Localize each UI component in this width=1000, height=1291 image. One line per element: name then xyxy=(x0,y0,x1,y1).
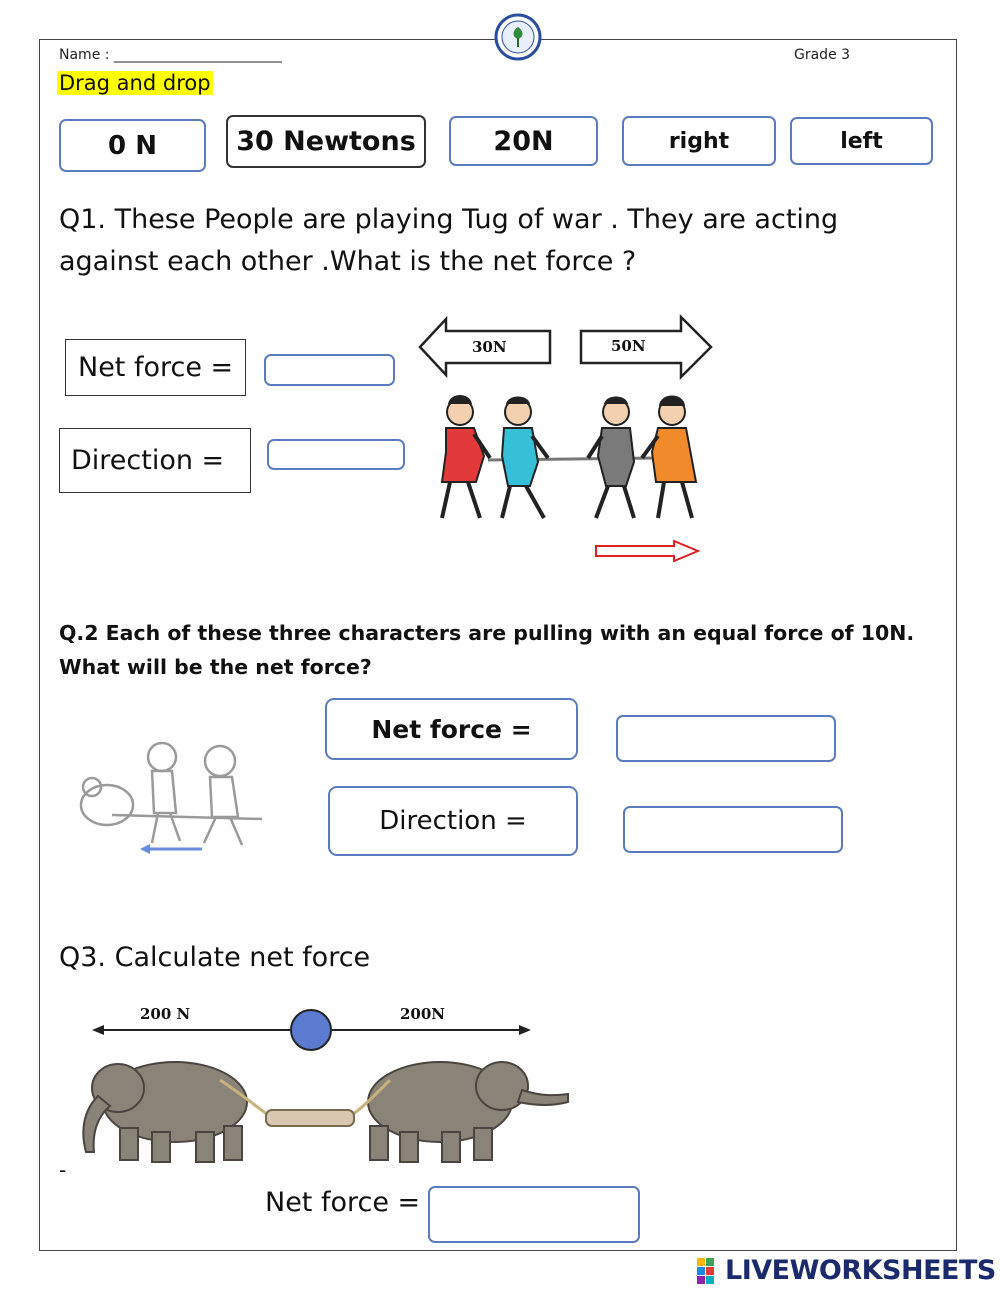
q2-net-force-label: Net force = xyxy=(325,698,578,760)
q2-direction-dropzone[interactable] xyxy=(623,806,843,853)
instruction-text: Drag and drop xyxy=(59,71,211,95)
liveworksheets-brand xyxy=(697,1255,996,1286)
q3-stray-dash: - xyxy=(59,1158,67,1182)
q3-net-force-dropzone[interactable] xyxy=(428,1186,640,1243)
q3-elephants-illustration xyxy=(70,1040,575,1165)
q3-question: Q3. Calculate net force xyxy=(59,942,371,973)
q3-left-force-label: 200 N xyxy=(140,1005,191,1023)
q2-direction-label: Direction = xyxy=(328,786,578,856)
answer-chip-20n[interactable]: 20N xyxy=(449,116,598,166)
liveworksheets-wordmark: LIVEWORKSHEETS xyxy=(725,1255,996,1286)
instruction-label xyxy=(57,68,213,98)
q1-net-force-label: Net force = xyxy=(65,339,246,396)
answer-chip-right[interactable]: right xyxy=(622,116,776,166)
answer-chip-30-newtons[interactable]: 30 Newtons xyxy=(226,115,426,168)
q1-direction-dropzone[interactable] xyxy=(267,439,405,470)
name-field-label: Name : ________________________ xyxy=(59,47,282,63)
q3-right-force-label: 200N xyxy=(400,1005,446,1023)
q1-right-force-label: 50N xyxy=(611,337,646,355)
q2-question: Q.2 Each of these three characters are pulling with an equal force of 10N. What will be the net force? xyxy=(59,621,915,679)
q1-question: Q1. These People are playing Tug of war . They are acting against each other .What is the net force ? xyxy=(59,204,839,277)
school-logo xyxy=(494,13,542,61)
q1-left-force-label: 30N xyxy=(472,338,507,356)
q2-net-force-dropzone[interactable] xyxy=(616,715,836,762)
q1-direction-label: Direction = xyxy=(59,428,251,493)
q2-characters-illustration xyxy=(72,735,267,855)
q1-red-direction-arrow xyxy=(594,540,704,562)
answer-chip-0n[interactable]: 0 N xyxy=(59,119,206,172)
q1-force-arrows xyxy=(416,311,716,386)
q1-net-force-dropzone[interactable] xyxy=(264,354,395,386)
liveworksheets-logo-icon xyxy=(697,1258,723,1284)
answer-chip-left[interactable]: left xyxy=(790,117,933,165)
q1-tug-of-war-illustration xyxy=(428,390,713,525)
q3-net-force-label: Net force = xyxy=(265,1187,421,1218)
grade-label: Grade 3 xyxy=(794,47,851,63)
